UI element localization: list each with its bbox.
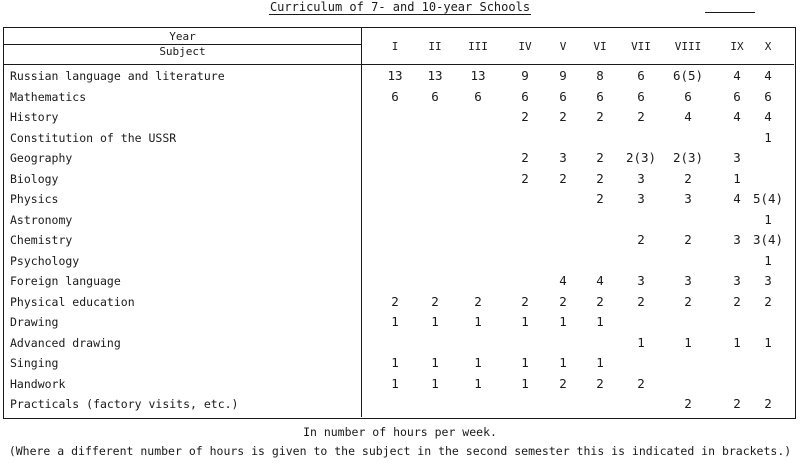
table-row xyxy=(4,87,794,107)
table-row xyxy=(4,66,794,86)
hours-cell: 1 xyxy=(764,335,772,350)
hours-cell: 3(4) xyxy=(752,232,784,247)
table-header xyxy=(4,28,794,65)
table-row xyxy=(4,189,794,209)
hours-cell: 2 xyxy=(637,376,645,391)
hours-cell: 2 xyxy=(431,294,439,309)
hours-cell: 4 xyxy=(733,109,741,124)
hours-cell: 3 xyxy=(684,273,692,288)
hours-cell: 4 xyxy=(596,273,604,288)
table-row xyxy=(4,312,794,332)
hours-cell: 1 xyxy=(764,253,772,268)
hours-cell: 1 xyxy=(559,314,567,329)
hours-cell: 1 xyxy=(474,376,482,391)
subject-cell: Constitution of the USSR xyxy=(10,131,177,145)
hours-cell: 1 xyxy=(733,335,741,350)
hours-cell: 9 xyxy=(521,68,529,83)
table-row xyxy=(4,333,794,353)
hours-cell: 1 xyxy=(474,314,482,329)
table-row xyxy=(4,353,794,373)
hours-cell: 2 xyxy=(391,294,399,309)
table-row xyxy=(4,374,794,394)
hours-cell: 3 xyxy=(637,191,645,206)
grade-header: X xyxy=(764,40,772,53)
hours-cell: 2 xyxy=(596,294,604,309)
hours-cell: 2 xyxy=(521,109,529,124)
table-row xyxy=(4,210,794,230)
hours-cell: 6 xyxy=(474,89,482,104)
hours-cell: 2 xyxy=(733,396,741,411)
subject-cell: Biology xyxy=(10,172,59,186)
hours-cell: 4 xyxy=(764,68,772,83)
hours-cell: 2 xyxy=(637,294,645,309)
subject-cell: Practicals (factory visits, etc.) xyxy=(10,397,239,411)
year-header: Year xyxy=(169,30,196,43)
table-row xyxy=(4,148,794,168)
hours-cell: 2 xyxy=(559,109,567,124)
hours-cell: 4 xyxy=(733,68,741,83)
hours-cell: 1 xyxy=(733,171,741,186)
hours-cell: 2 xyxy=(521,150,529,165)
hours-cell: 3 xyxy=(764,273,772,288)
hours-cell: 2 xyxy=(559,171,567,186)
grade-header: IX xyxy=(730,40,744,53)
hours-cell: 2(3) xyxy=(625,150,657,165)
hours-cell: 1 xyxy=(596,314,604,329)
grade-header: VIII xyxy=(674,40,702,53)
grade-header: V xyxy=(559,40,567,53)
hours-cell: 2 xyxy=(596,171,604,186)
hours-cell: 6 xyxy=(431,89,439,104)
hours-cell: 2 xyxy=(684,294,692,309)
hours-cell: 1 xyxy=(559,355,567,370)
hours-cell: 5(4) xyxy=(752,191,784,206)
table-row xyxy=(4,230,794,250)
corner-rule xyxy=(705,12,755,13)
hours-cell: 2 xyxy=(596,150,604,165)
subject-header: Subject xyxy=(159,45,206,58)
grade-header: VII xyxy=(631,40,651,53)
hours-cell: 2 xyxy=(637,109,645,124)
hours-cell: 2 xyxy=(733,294,741,309)
hours-cell: 1 xyxy=(764,212,772,227)
hours-cell: 1 xyxy=(637,335,645,350)
hours-cell: 2 xyxy=(596,109,604,124)
hours-cell: 13 xyxy=(470,68,486,83)
hours-cell: 3 xyxy=(684,191,692,206)
hours-cell: 13 xyxy=(427,68,443,83)
table-row xyxy=(4,251,794,271)
hours-cell: 6 xyxy=(764,89,772,104)
curriculum-table xyxy=(3,27,796,419)
hours-cell: 3 xyxy=(733,232,741,247)
hours-cell: 6 xyxy=(684,89,692,104)
table-row xyxy=(4,169,794,189)
table-row xyxy=(4,292,794,312)
hours-cell: 1 xyxy=(684,335,692,350)
subject-cell: Mathematics xyxy=(10,90,87,104)
hours-cell: 1 xyxy=(431,376,439,391)
subject-cell: Chemistry xyxy=(10,233,73,247)
hours-cell: 1 xyxy=(521,314,529,329)
subject-cell: Advanced drawing xyxy=(10,336,121,350)
subject-cell: History xyxy=(10,110,59,124)
hours-cell: 1 xyxy=(764,130,772,145)
hours-cell: 2 xyxy=(764,294,772,309)
hours-cell: 8 xyxy=(596,68,604,83)
subject-cell: Astronomy xyxy=(10,213,73,227)
subject-cell: Psychology xyxy=(10,254,80,268)
table-row xyxy=(4,394,794,414)
hours-cell: 6(5) xyxy=(672,68,704,83)
hours-cell: 4 xyxy=(764,109,772,124)
hours-cell: 3 xyxy=(733,273,741,288)
hours-cell: 9 xyxy=(559,68,567,83)
hours-cell: 2 xyxy=(684,171,692,186)
hours-cell: 13 xyxy=(387,68,403,83)
grade-header: III xyxy=(468,40,488,53)
subject-cell: Geography xyxy=(10,151,73,165)
hours-cell: 2 xyxy=(474,294,482,309)
hours-cell: 1 xyxy=(521,376,529,391)
table-row xyxy=(4,128,794,148)
hours-cell: 4 xyxy=(559,273,567,288)
subject-cell: Drawing xyxy=(10,315,59,329)
subject-cell: Physical education xyxy=(10,295,135,309)
hours-cell: 1 xyxy=(596,355,604,370)
hours-cell: 2 xyxy=(559,376,567,391)
hours-cell: 4 xyxy=(684,109,692,124)
hours-cell: 6 xyxy=(391,89,399,104)
hours-cell: 1 xyxy=(474,355,482,370)
grade-header: VI xyxy=(593,40,607,53)
semester-note: (Where a different number of hours is given to the subject in the second semester this is indicated in brackets.) xyxy=(8,444,792,458)
hours-cell: 1 xyxy=(521,355,529,370)
table-row xyxy=(4,107,794,127)
hours-cell: 6 xyxy=(559,89,567,104)
hours-cell: 6 xyxy=(637,89,645,104)
subject-cell: Handwork xyxy=(10,377,66,391)
subject-cell: Physics xyxy=(10,192,59,206)
hours-cell: 1 xyxy=(391,376,399,391)
hours-cell: 2 xyxy=(596,191,604,206)
hours-unit-note: In number of hours per week. xyxy=(303,425,497,439)
hours-cell: 1 xyxy=(391,355,399,370)
subject-cell: Singing xyxy=(10,356,59,370)
hours-cell: 2 xyxy=(559,294,567,309)
hours-cell: 6 xyxy=(521,89,529,104)
grade-header: IV xyxy=(518,40,532,53)
hours-cell: 2 xyxy=(637,232,645,247)
hours-cell: 6 xyxy=(596,89,604,104)
hours-cell: 3 xyxy=(733,150,741,165)
hours-cell: 2 xyxy=(596,376,604,391)
subject-cell: Russian language and literature xyxy=(10,69,225,83)
hours-cell: 6 xyxy=(733,89,741,104)
table-row xyxy=(4,271,794,291)
hours-cell: 1 xyxy=(431,314,439,329)
subject-cell: Foreign language xyxy=(10,274,121,288)
grade-header: I xyxy=(391,40,399,53)
hours-cell: 2 xyxy=(684,396,692,411)
hours-cell: 1 xyxy=(431,355,439,370)
hours-cell: 2 xyxy=(684,232,692,247)
grade-header: II xyxy=(428,40,442,53)
hours-cell: 2 xyxy=(521,294,529,309)
hours-cell: 2(3) xyxy=(672,150,704,165)
page-title: Curriculum of 7- and 10-year Schools xyxy=(269,0,531,14)
hours-cell: 1 xyxy=(391,314,399,329)
hours-cell: 3 xyxy=(559,150,567,165)
hours-cell: 4 xyxy=(733,191,741,206)
hours-cell: 3 xyxy=(637,171,645,186)
hours-cell: 6 xyxy=(637,68,645,83)
hours-cell: 3 xyxy=(637,273,645,288)
hours-cell: 2 xyxy=(764,396,772,411)
hours-cell: 2 xyxy=(521,171,529,186)
